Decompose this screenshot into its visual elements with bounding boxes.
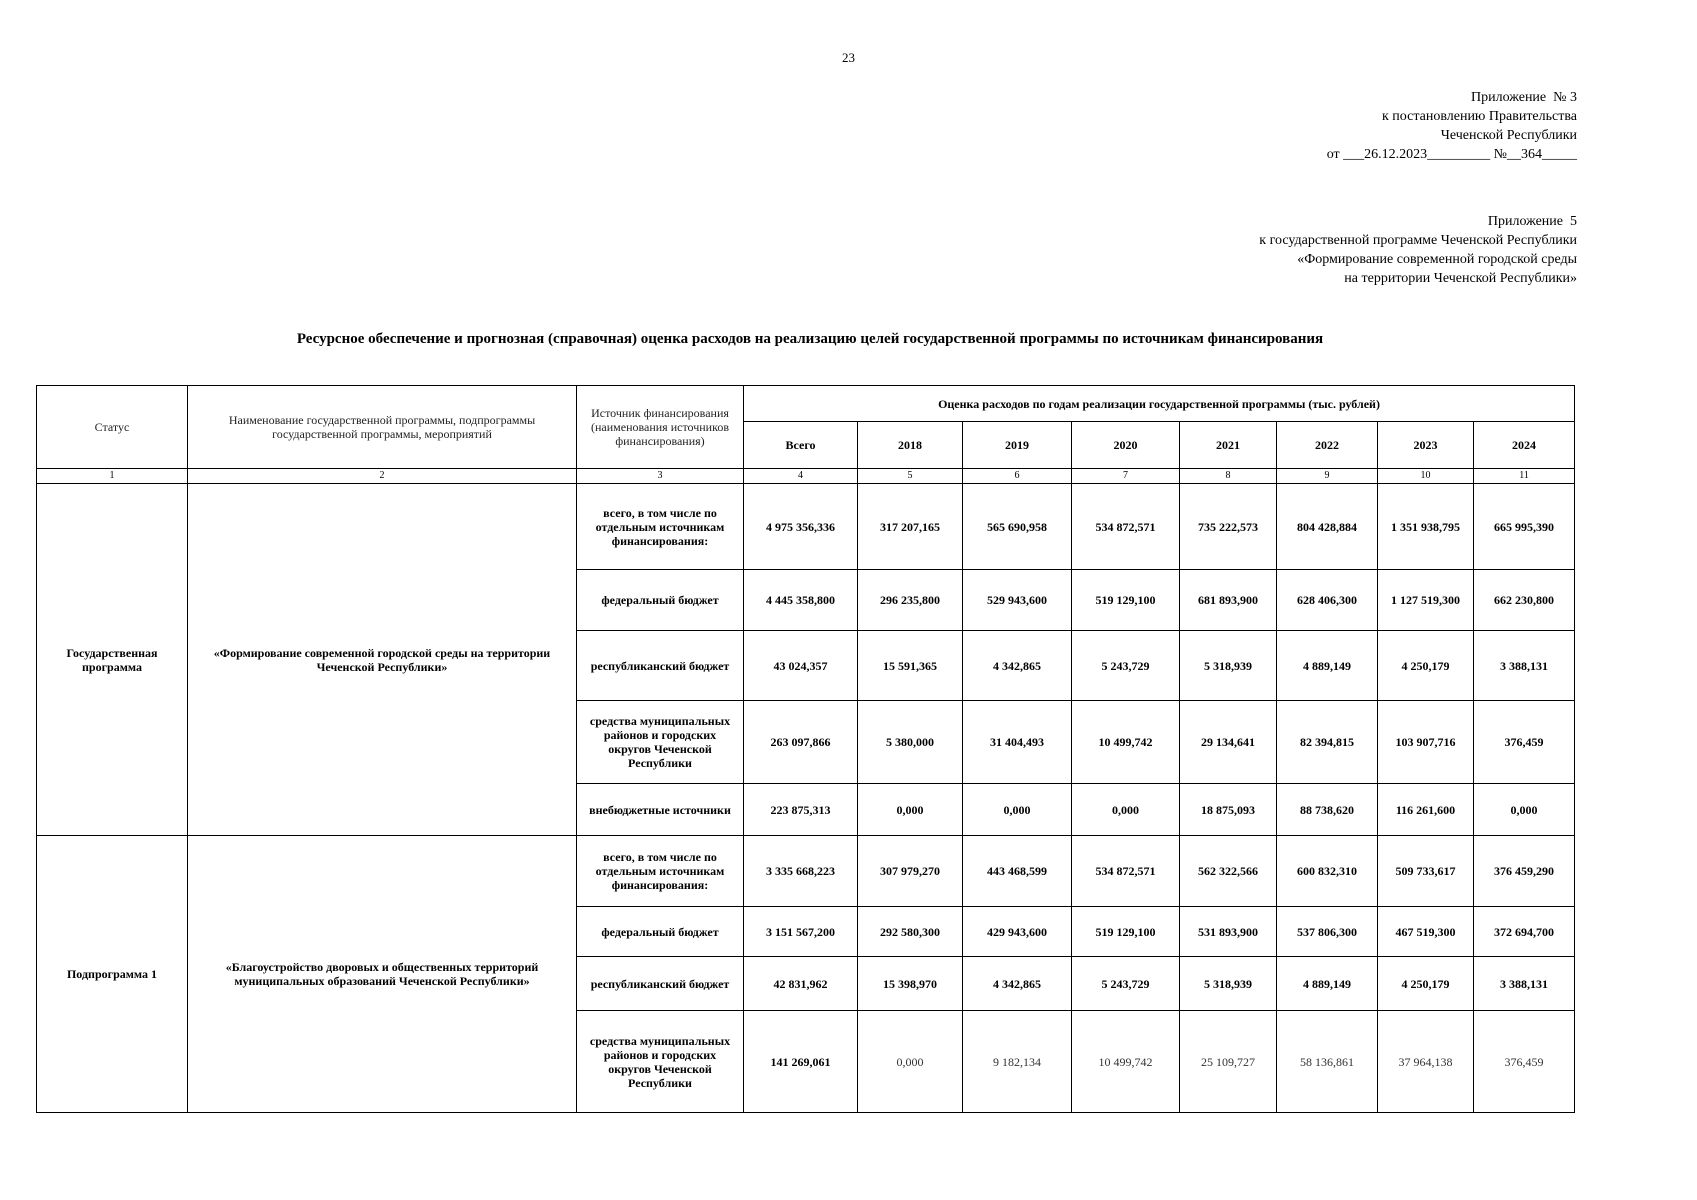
- row-value: 10 499,742: [1072, 701, 1180, 784]
- row-value: 18 875,093: [1180, 784, 1277, 836]
- row-value: 10 499,742: [1072, 1011, 1180, 1113]
- row-value: 9 182,134: [963, 1011, 1072, 1113]
- row-value: 3 388,131: [1474, 957, 1575, 1011]
- column-number: 9: [1277, 469, 1378, 484]
- row-program-name: «Благоустройство дворовых и общественных территорий муниципальных образований Чеченской Республики»: [188, 836, 577, 1113]
- row-funding-source: внебюджетные источники: [577, 784, 744, 836]
- column-number: 5: [858, 469, 963, 484]
- row-value: 1 351 938,795: [1378, 484, 1474, 570]
- row-value: 5 243,729: [1072, 957, 1180, 1011]
- row-value: 376,459: [1474, 701, 1575, 784]
- row-value: 15 591,365: [858, 631, 963, 701]
- row-value: 0,000: [858, 1011, 963, 1113]
- row-value: 5 380,000: [858, 701, 963, 784]
- appendix-5-block: [1259, 212, 1577, 288]
- row-value: 4 342,865: [963, 957, 1072, 1011]
- header-year: 2018: [858, 422, 963, 469]
- header-year: 2019: [963, 422, 1072, 469]
- row-value: 4 250,179: [1378, 957, 1474, 1011]
- row-value: 562 322,566: [1180, 836, 1277, 907]
- row-value: 376,459: [1474, 1011, 1575, 1113]
- row-value: 0,000: [963, 784, 1072, 836]
- row-value: 25 109,727: [1180, 1011, 1277, 1113]
- row-funding-source: всего, в том числе по отдельным источникам финансирования:: [577, 836, 744, 907]
- row-value: 307 979,270: [858, 836, 963, 907]
- row-value: 600 832,310: [1277, 836, 1378, 907]
- row-value: 519 129,100: [1072, 907, 1180, 957]
- row-value: 372 694,700: [1474, 907, 1575, 957]
- row-value: 58 136,861: [1277, 1011, 1378, 1113]
- header-year: 2024: [1474, 422, 1575, 469]
- row-value: 0,000: [1072, 784, 1180, 836]
- header-year: Всего: [744, 422, 858, 469]
- row-value: 662 230,800: [1474, 570, 1575, 631]
- row-value: 5 318,939: [1180, 631, 1277, 701]
- header-year: 2021: [1180, 422, 1277, 469]
- row-status: Подпрограмма 1: [37, 836, 188, 1113]
- row-value: 519 129,100: [1072, 570, 1180, 631]
- appendix-5-line: «Формирование современной городской среды: [1297, 252, 1577, 267]
- row-value: 4 445 358,800: [744, 570, 858, 631]
- row-value: 15 398,970: [858, 957, 963, 1011]
- header-row: [37, 386, 1575, 422]
- row-funding-source: всего, в том числе по отдельным источникам финансирования:: [577, 484, 744, 570]
- row-funding-source: средства муниципальных районов и городских округов Чеченской Республики: [577, 1011, 744, 1113]
- row-value: 37 964,138: [1378, 1011, 1474, 1113]
- row-value: 4 889,149: [1277, 631, 1378, 701]
- row-value: 5 318,939: [1180, 957, 1277, 1011]
- page-number: 23: [842, 50, 855, 65]
- column-number: 11: [1474, 469, 1575, 484]
- row-value: 534 872,571: [1072, 836, 1180, 907]
- table-row: [37, 836, 1575, 907]
- row-value: 3 388,131: [1474, 631, 1575, 701]
- row-value: 5 243,729: [1072, 631, 1180, 701]
- table-row: [37, 484, 1575, 570]
- header-status: Статус: [37, 386, 188, 469]
- row-value: 223 875,313: [744, 784, 858, 836]
- appendix-5-line: к государственной программе Чеченской Республики: [1259, 233, 1577, 248]
- row-status: Государственная программа: [37, 484, 188, 836]
- row-program-name: «Формирование современной городской среды на территории Чеченской Республики»: [188, 484, 577, 836]
- row-value: 529 943,600: [963, 570, 1072, 631]
- row-value: 3 335 668,223: [744, 836, 858, 907]
- row-value: 29 134,641: [1180, 701, 1277, 784]
- header-program-name: Наименование государственной программы, подпрограммы государственной программы, мероприятий: [188, 386, 577, 469]
- column-number: 6: [963, 469, 1072, 484]
- appendix-3-block: [1327, 88, 1577, 164]
- row-value: 665 995,390: [1474, 484, 1575, 570]
- row-value: 4 342,865: [963, 631, 1072, 701]
- appendix-3-line: Приложение № 3: [1471, 90, 1577, 105]
- column-number: 2: [188, 469, 577, 484]
- row-value: 628 406,300: [1277, 570, 1378, 631]
- appendix-3-line: Чеченской Республики: [1440, 128, 1577, 143]
- row-value: 1 127 519,300: [1378, 570, 1474, 631]
- row-value: 103 907,716: [1378, 701, 1474, 784]
- row-value: 4 889,149: [1277, 957, 1378, 1011]
- appendix-3-line: от ___26.12.2023_________ №__364_____: [1326, 147, 1577, 162]
- row-value: 429 943,600: [963, 907, 1072, 957]
- column-number: 3: [577, 469, 744, 484]
- row-value: 443 468,599: [963, 836, 1072, 907]
- row-value: 0,000: [858, 784, 963, 836]
- row-value: 88 738,620: [1277, 784, 1378, 836]
- row-funding-source: средства муниципальных районов и городских округов Чеченской Республики: [577, 701, 744, 784]
- row-funding-source: республиканский бюджет: [577, 957, 744, 1011]
- row-value: 509 733,617: [1378, 836, 1474, 907]
- row-value: 31 404,493: [963, 701, 1072, 784]
- row-value: 531 893,900: [1180, 907, 1277, 957]
- budget-table: [36, 385, 1575, 1113]
- column-number: 7: [1072, 469, 1180, 484]
- row-value: 43 024,357: [744, 631, 858, 701]
- row-funding-source: федеральный бюджет: [577, 570, 744, 631]
- column-number: 10: [1378, 469, 1474, 484]
- row-value: 735 222,573: [1180, 484, 1277, 570]
- document-title: Ресурсное обеспечение и прогнозная (справочная) оценка расходов на реализацию целей государственной программы по источникам финансирования: [296, 331, 1324, 347]
- header-year: 2023: [1378, 422, 1474, 469]
- row-value: 317 207,165: [858, 484, 963, 570]
- row-value: 263 097,866: [744, 701, 858, 784]
- row-value: 82 394,815: [1277, 701, 1378, 784]
- row-value: 4 250,179: [1378, 631, 1474, 701]
- header-year: 2022: [1277, 422, 1378, 469]
- row-value: 116 261,600: [1378, 784, 1474, 836]
- row-value: 141 269,061: [744, 1011, 858, 1113]
- row-funding-source: республиканский бюджет: [577, 631, 744, 701]
- row-value: 376 459,290: [1474, 836, 1575, 907]
- column-number: 1: [37, 469, 188, 484]
- row-value: 296 235,800: [858, 570, 963, 631]
- column-numbers-row: [37, 469, 1575, 484]
- row-value: 0,000: [1474, 784, 1575, 836]
- row-value: 3 151 567,200: [744, 907, 858, 957]
- column-number: 4: [744, 469, 858, 484]
- row-value: 565 690,958: [963, 484, 1072, 570]
- row-value: 4 975 356,336: [744, 484, 858, 570]
- header-expense-estimate: Оценка расходов по годам реализации государственной программы (тыс. рублей): [744, 386, 1575, 422]
- appendix-5-line: Приложение 5: [1487, 214, 1577, 229]
- row-value: 537 806,300: [1277, 907, 1378, 957]
- header-year: 2020: [1072, 422, 1180, 469]
- row-funding-source: федеральный бюджет: [577, 907, 744, 957]
- row-value: 534 872,571: [1072, 484, 1180, 570]
- row-value: 42 831,962: [744, 957, 858, 1011]
- row-value: 681 893,900: [1180, 570, 1277, 631]
- row-value: 292 580,300: [858, 907, 963, 957]
- row-value: 804 428,884: [1277, 484, 1378, 570]
- row-value: 467 519,300: [1378, 907, 1474, 957]
- appendix-5-line: на территории Чеченской Республики»: [1344, 271, 1577, 286]
- column-number: 8: [1180, 469, 1277, 484]
- header-funding-source: Источник финансирования (наименования источников финансирования): [577, 386, 744, 469]
- appendix-3-line: к постановлению Правительства: [1381, 109, 1577, 124]
